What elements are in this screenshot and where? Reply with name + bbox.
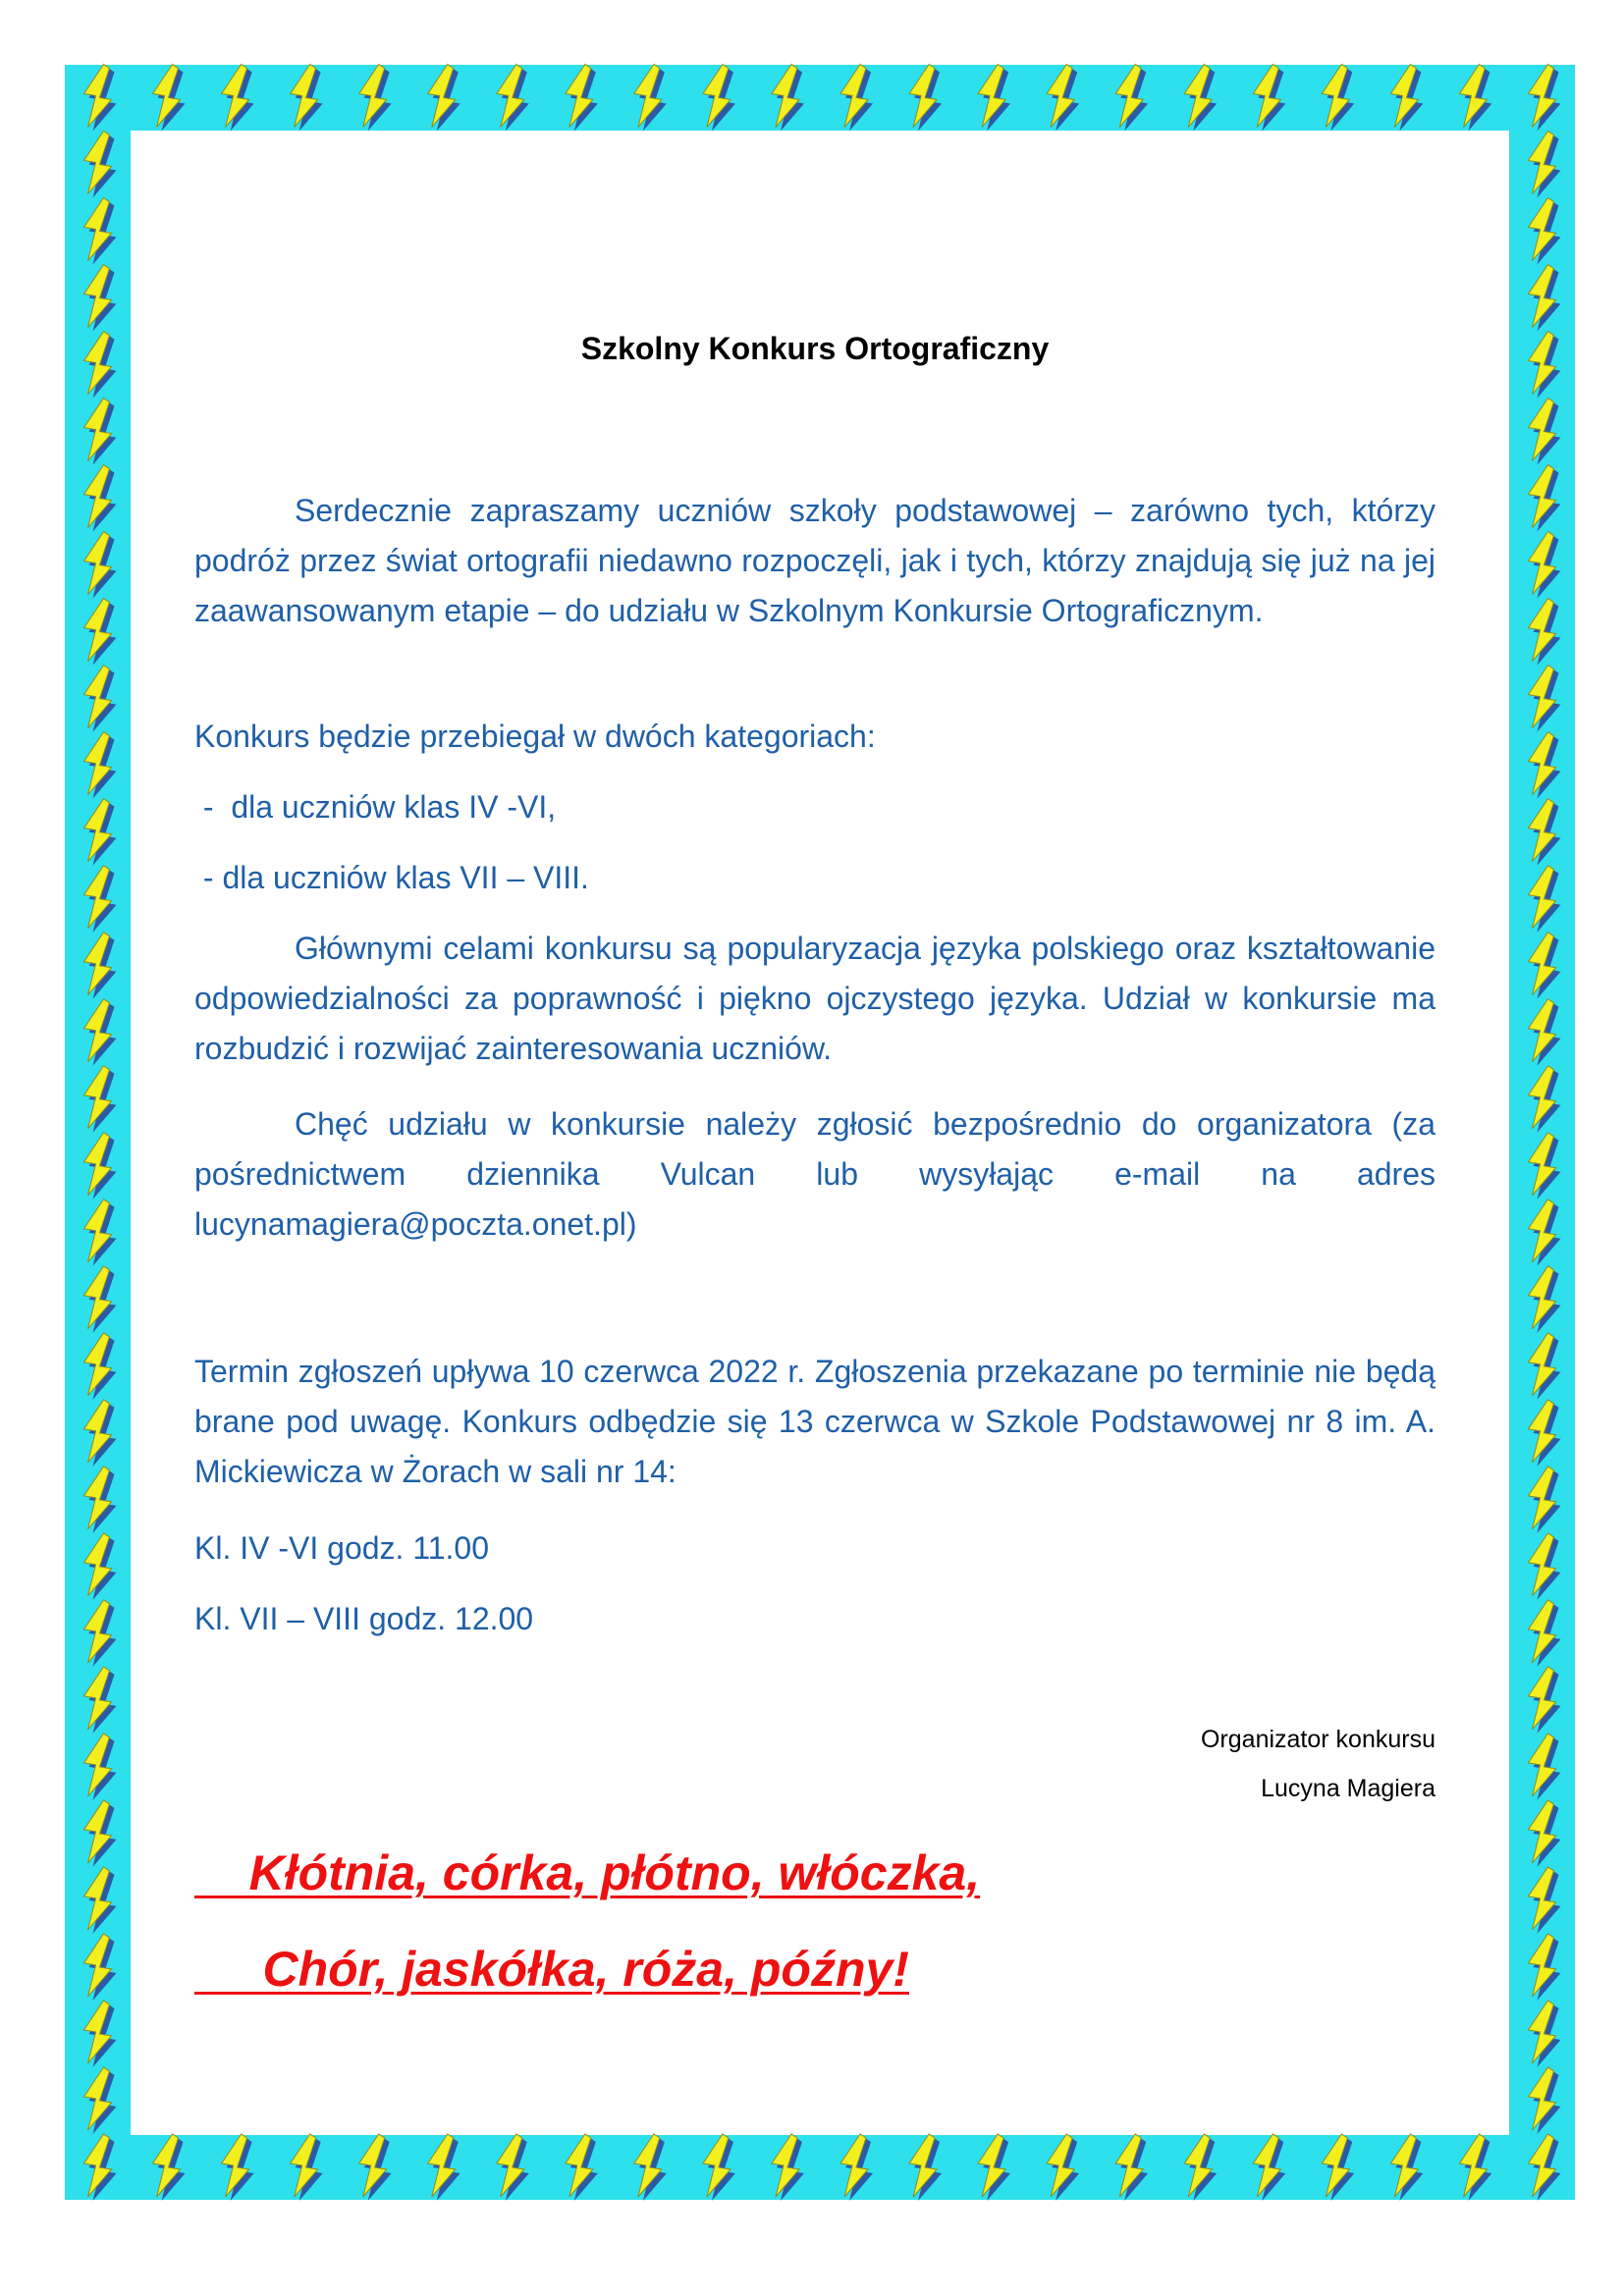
intro-paragraph: Serdecznie zapraszamy uczniów szkoły podstawowej – zarówno tych, którzy podróż przez świat ortografii niedawno rozpoczęli, jak i tych, którzy znajdują się już na jej zaawansowanym etapie – do udziału w Szkolnym Konkursie Ortograficznym. [194,493,1435,628]
categories-heading: Konkurs będzie przebiegał w dwóch kategoriach: [194,719,876,754]
deadline-paragraph: Termin zgłoszeń upływa 10 czerwca 2022 r. Zgłoszenia przekazane po terminie nie będą brane pod uwagę. Konkurs odbędzie się 13 czerwca w Szkole Podstawowej nr 8 im. A. Mickiewicza w Żorach w sali nr 14: [194,1354,1435,1489]
slogan-line: Kłótnia, córka, płótno, włóczka, [194,1845,981,1900]
category-item: - dla uczniów klas VII – VIII. [194,860,589,895]
registration-paragraph: Chęć udziału w konkursie należy zgłosić bezpośrednio do organizatora (za pośrednictwem dziennika Vulcan lub wysyłając e-mail na adres lucynamagiera@poczta.onet.pl) [194,1106,1435,1242]
goals-paragraph: Głównymi celami konkursu są popularyzacja języka polskiego oraz kształtowanie odpowiedzialności za poprawność i piękno ojczystego języka. Udział w konkursie ma rozbudzić i rozwijać zainteresowania uczniów. [194,931,1435,1066]
time-item: Kl. VII – VIII godz. 12.00 [194,1601,534,1636]
organizer-name: Lucyna Magiera [1261,1775,1435,1802]
slogan-line: Chór, jaskółka, róża, późny! [194,1942,909,1997]
time-item: Kl. IV -VI godz. 11.00 [194,1530,490,1566]
category-item: - dla uczniów klas IV -VI, [194,789,557,825]
page-title: Szkolny Konkurs Ortograficzny [580,331,1050,366]
organizer-role: Organizator konkursu [1200,1726,1435,1753]
